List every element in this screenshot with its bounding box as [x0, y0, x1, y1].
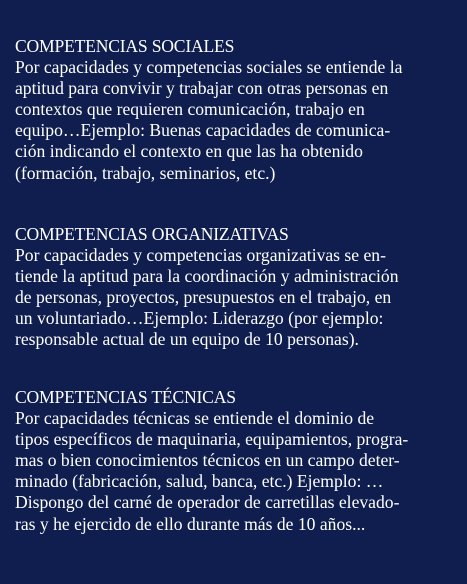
- section-social-skills: [15, 36, 460, 184]
- body-line: un voluntariado…Ejemplo: Liderazgo (por ejemplo:: [15, 308, 384, 329]
- body-line: Por capacidades y competencias sociales se entiende la: [15, 57, 403, 78]
- body-line: mas o bien conocimientos técnicos en un campo deter-: [15, 450, 400, 471]
- body-line: equipo…Ejemplo: Buenas capacidades de comunica-: [15, 120, 391, 141]
- body-line: de personas, proyectos, presupuestos en el trabajo, en: [15, 287, 392, 308]
- section-technical-skills: [15, 387, 460, 535]
- body-line: contextos que requieren comunicación, trabajo en: [15, 99, 365, 120]
- body-line: responsable actual de un equipo de 10 personas).: [15, 329, 359, 350]
- section-heading: COMPETENCIAS ORGANIZATIVAS: [15, 224, 289, 244]
- body-line: Por capacidades técnicas se entiende el dominio de: [15, 408, 375, 429]
- body-line: minado (fabricación, salud, banca, etc.) Ejemplo: …: [15, 471, 384, 492]
- body-line: aptitud para convivir y trabajar con otras personas en: [15, 78, 389, 99]
- body-line: Por capacidades y competencias organizativas se en-: [15, 245, 386, 266]
- body-line: tipos específicos de maquinaria, equipamientos, progra-: [15, 429, 409, 450]
- body-line: (formación, trabajo, seminarios, etc.): [15, 162, 276, 183]
- section-organizational-skills: [15, 224, 460, 351]
- section-heading: COMPETENCIAS TÉCNICAS: [15, 387, 236, 407]
- body-line: ras y he ejercido de ello durante más de 10 años...: [15, 513, 366, 534]
- body-line: tiende la aptitud para la coordinación y administración: [15, 266, 399, 287]
- section-heading: COMPETENCIAS SOCIALES: [15, 36, 235, 56]
- body-line: ción indicando el contexto en que las ha obtenido: [15, 141, 363, 162]
- body-line: Dispongo del carné de operador de carretillas elevado-: [15, 492, 400, 513]
